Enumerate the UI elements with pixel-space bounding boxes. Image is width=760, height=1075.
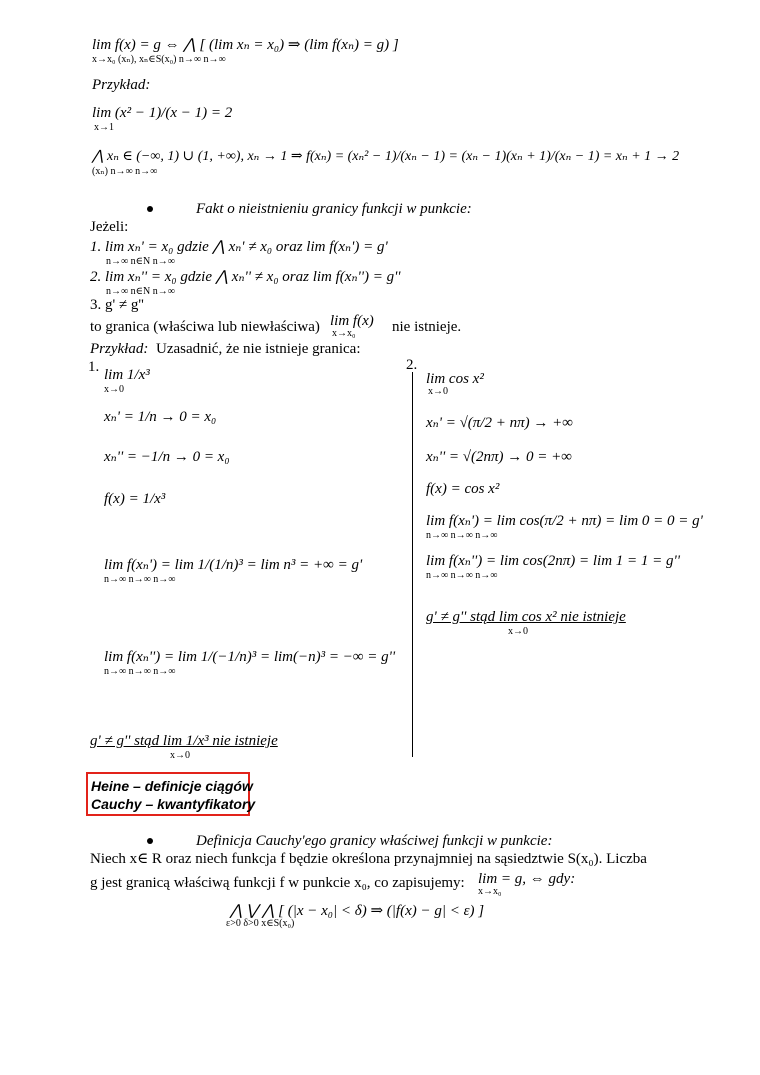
heine-definition-subscripts: x→x₀ (xₙ), xₙ∈S(x₀) n→∞ n→∞	[92, 54, 226, 65]
right-conclusion-sub: x→0	[508, 626, 528, 637]
fact-condition-2: 2. lim xₙ'' = x₀ gdzie ⋀ xₙ'' ≠ x₀ oraz lim f(xₙ'') = g''	[90, 269, 401, 285]
fact-conclusion-b: nie istnieje.	[392, 319, 462, 335]
left-limit: lim 1/x³	[104, 367, 150, 383]
left-limit-seq-2: lim f(xₙ'') = lim 1/(−1/n)³ = lim(−n)³ = −∞ = g''	[104, 649, 396, 665]
fact-conclusion-lim-sub: x→x₀	[332, 328, 356, 339]
cauchy-paragraph-1: Niech x∈ R oraz niech funkcja f będzie określona przynajmniej na sąsiedztwie S(x₀). Liczba	[90, 851, 647, 867]
fact-condition-1-sub: n→∞ n∈N n→∞	[106, 256, 175, 267]
right-function: f(x) = cos x²	[426, 481, 500, 497]
left-limit-seq-1: lim f(xₙ') = lim 1/(1/n)³ = lim n³ = +∞ = g'	[104, 557, 363, 573]
fact-title: Fakt o nieistnieniu granicy funkcji w punkcie:	[196, 201, 472, 217]
left-limit-seq-1-sub: n→∞ n→∞ n→∞	[104, 574, 176, 585]
cauchy-formula: ⋀ ⋁ ⋀ [ (|x − x₀| < δ) ⇒ (|f(x) − g| < ε) ]	[230, 903, 485, 919]
left-seq-2: xₙ'' = −1/n → 0 = x₀	[104, 449, 230, 465]
cauchy-paragraph-2: g jest granicą właściwą funkcji f w punkcie x₀, co zapisujemy:	[90, 875, 465, 891]
heine-cauchy-note-box	[86, 772, 256, 816]
left-limit-seq-2-sub: n→∞ n→∞ n→∞	[104, 666, 176, 677]
example-sequence-sub: (xₙ) n→∞ n→∞	[92, 166, 158, 177]
cauchy-limit-notation: lim = g, ⇔ gdy:	[478, 871, 576, 887]
left-number: 1.	[88, 359, 100, 375]
right-limit-sub: x→0	[428, 386, 448, 397]
example-limit-sub: x→1	[94, 122, 114, 133]
example-sequence: ⋀ xₙ ∈ (−∞, 1) ∪ (1, +∞), xₙ → 1 ⇒ f(xₙ) = (xₙ² − 1)/(xₙ − 1) = (xₙ − 1)(xₙ + 1)/(xₙ − 1) = xₙ + 1 → 2	[92, 149, 680, 164]
cauchy-formula-sub: ε>0 δ>0 x∈S(x₀)	[226, 918, 295, 929]
fact-condition-3: 3. g' ≠ g''	[90, 297, 144, 313]
right-seq-1: xₙ' = √(π/2 + nπ) → +∞	[426, 415, 573, 431]
cauchy-title: Definicja Cauchy'ego granicy właściwej funkcji w punkcie:	[196, 833, 553, 849]
heine-definition: lim f(x) = g ⇔ ⋀ [ (lim xₙ = x₀) ⇒ (lim f(xₙ) = g) ]	[92, 37, 399, 53]
bullet-icon	[147, 838, 153, 844]
heine-note: Heine – definicje ciągów	[91, 778, 253, 794]
cauchy-note: Cauchy – kwantyfikatory	[91, 796, 256, 812]
fact-condition-2-sub: n→∞ n∈N n→∞	[106, 286, 175, 297]
right-conclusion: g' ≠ g'' stąd lim cos x² nie istnieje	[426, 609, 626, 625]
example-limit: lim (x² − 1)/(x − 1) = 2	[92, 105, 233, 121]
bullet-icon	[147, 206, 153, 212]
example-label: Przykład:	[92, 77, 151, 93]
right-limit-seq-2-sub: n→∞ n→∞ n→∞	[426, 570, 498, 581]
fact-conclusion-lim: lim f(x)	[330, 313, 374, 329]
fact-condition-1: 1. lim xₙ' = x₀ gdzie ⋀ xₙ' ≠ x₀ oraz lim f(xₙ') = g'	[90, 239, 388, 255]
right-limit-seq-1: lim f(xₙ') = lim cos(π/2 + nπ) = lim 0 = 0 = g'	[426, 513, 703, 529]
right-limit-seq-1-sub: n→∞ n→∞ n→∞	[426, 530, 498, 541]
left-conclusion: g' ≠ g'' stąd lim 1/x³ nie istnieje	[90, 733, 278, 749]
example2-text: Uzasadnić, że nie istnieje granica:	[156, 341, 361, 357]
column-divider	[412, 372, 413, 757]
cauchy-limit-sub: x→x₀	[478, 886, 502, 897]
right-seq-2: xₙ'' = √(2nπ) → 0 = +∞	[426, 449, 572, 465]
left-function: f(x) = 1/x³	[104, 491, 166, 507]
left-limit-sub: x→0	[104, 384, 124, 395]
right-limit: lim cos x²	[426, 371, 484, 387]
right-limit-seq-2: lim f(xₙ'') = lim cos(2nπ) = lim 1 = 1 = g''	[426, 553, 680, 569]
example2-label: Przykład:	[90, 341, 149, 357]
left-seq-1: xₙ' = 1/n → 0 = x₀	[104, 409, 217, 425]
fact-conclusion-a: to granica (właściwa lub niewłaściwa)	[90, 319, 320, 335]
left-conclusion-sub: x→0	[170, 750, 190, 761]
fact-if: Jeżeli:	[90, 219, 129, 235]
right-number: 2.	[406, 357, 418, 373]
